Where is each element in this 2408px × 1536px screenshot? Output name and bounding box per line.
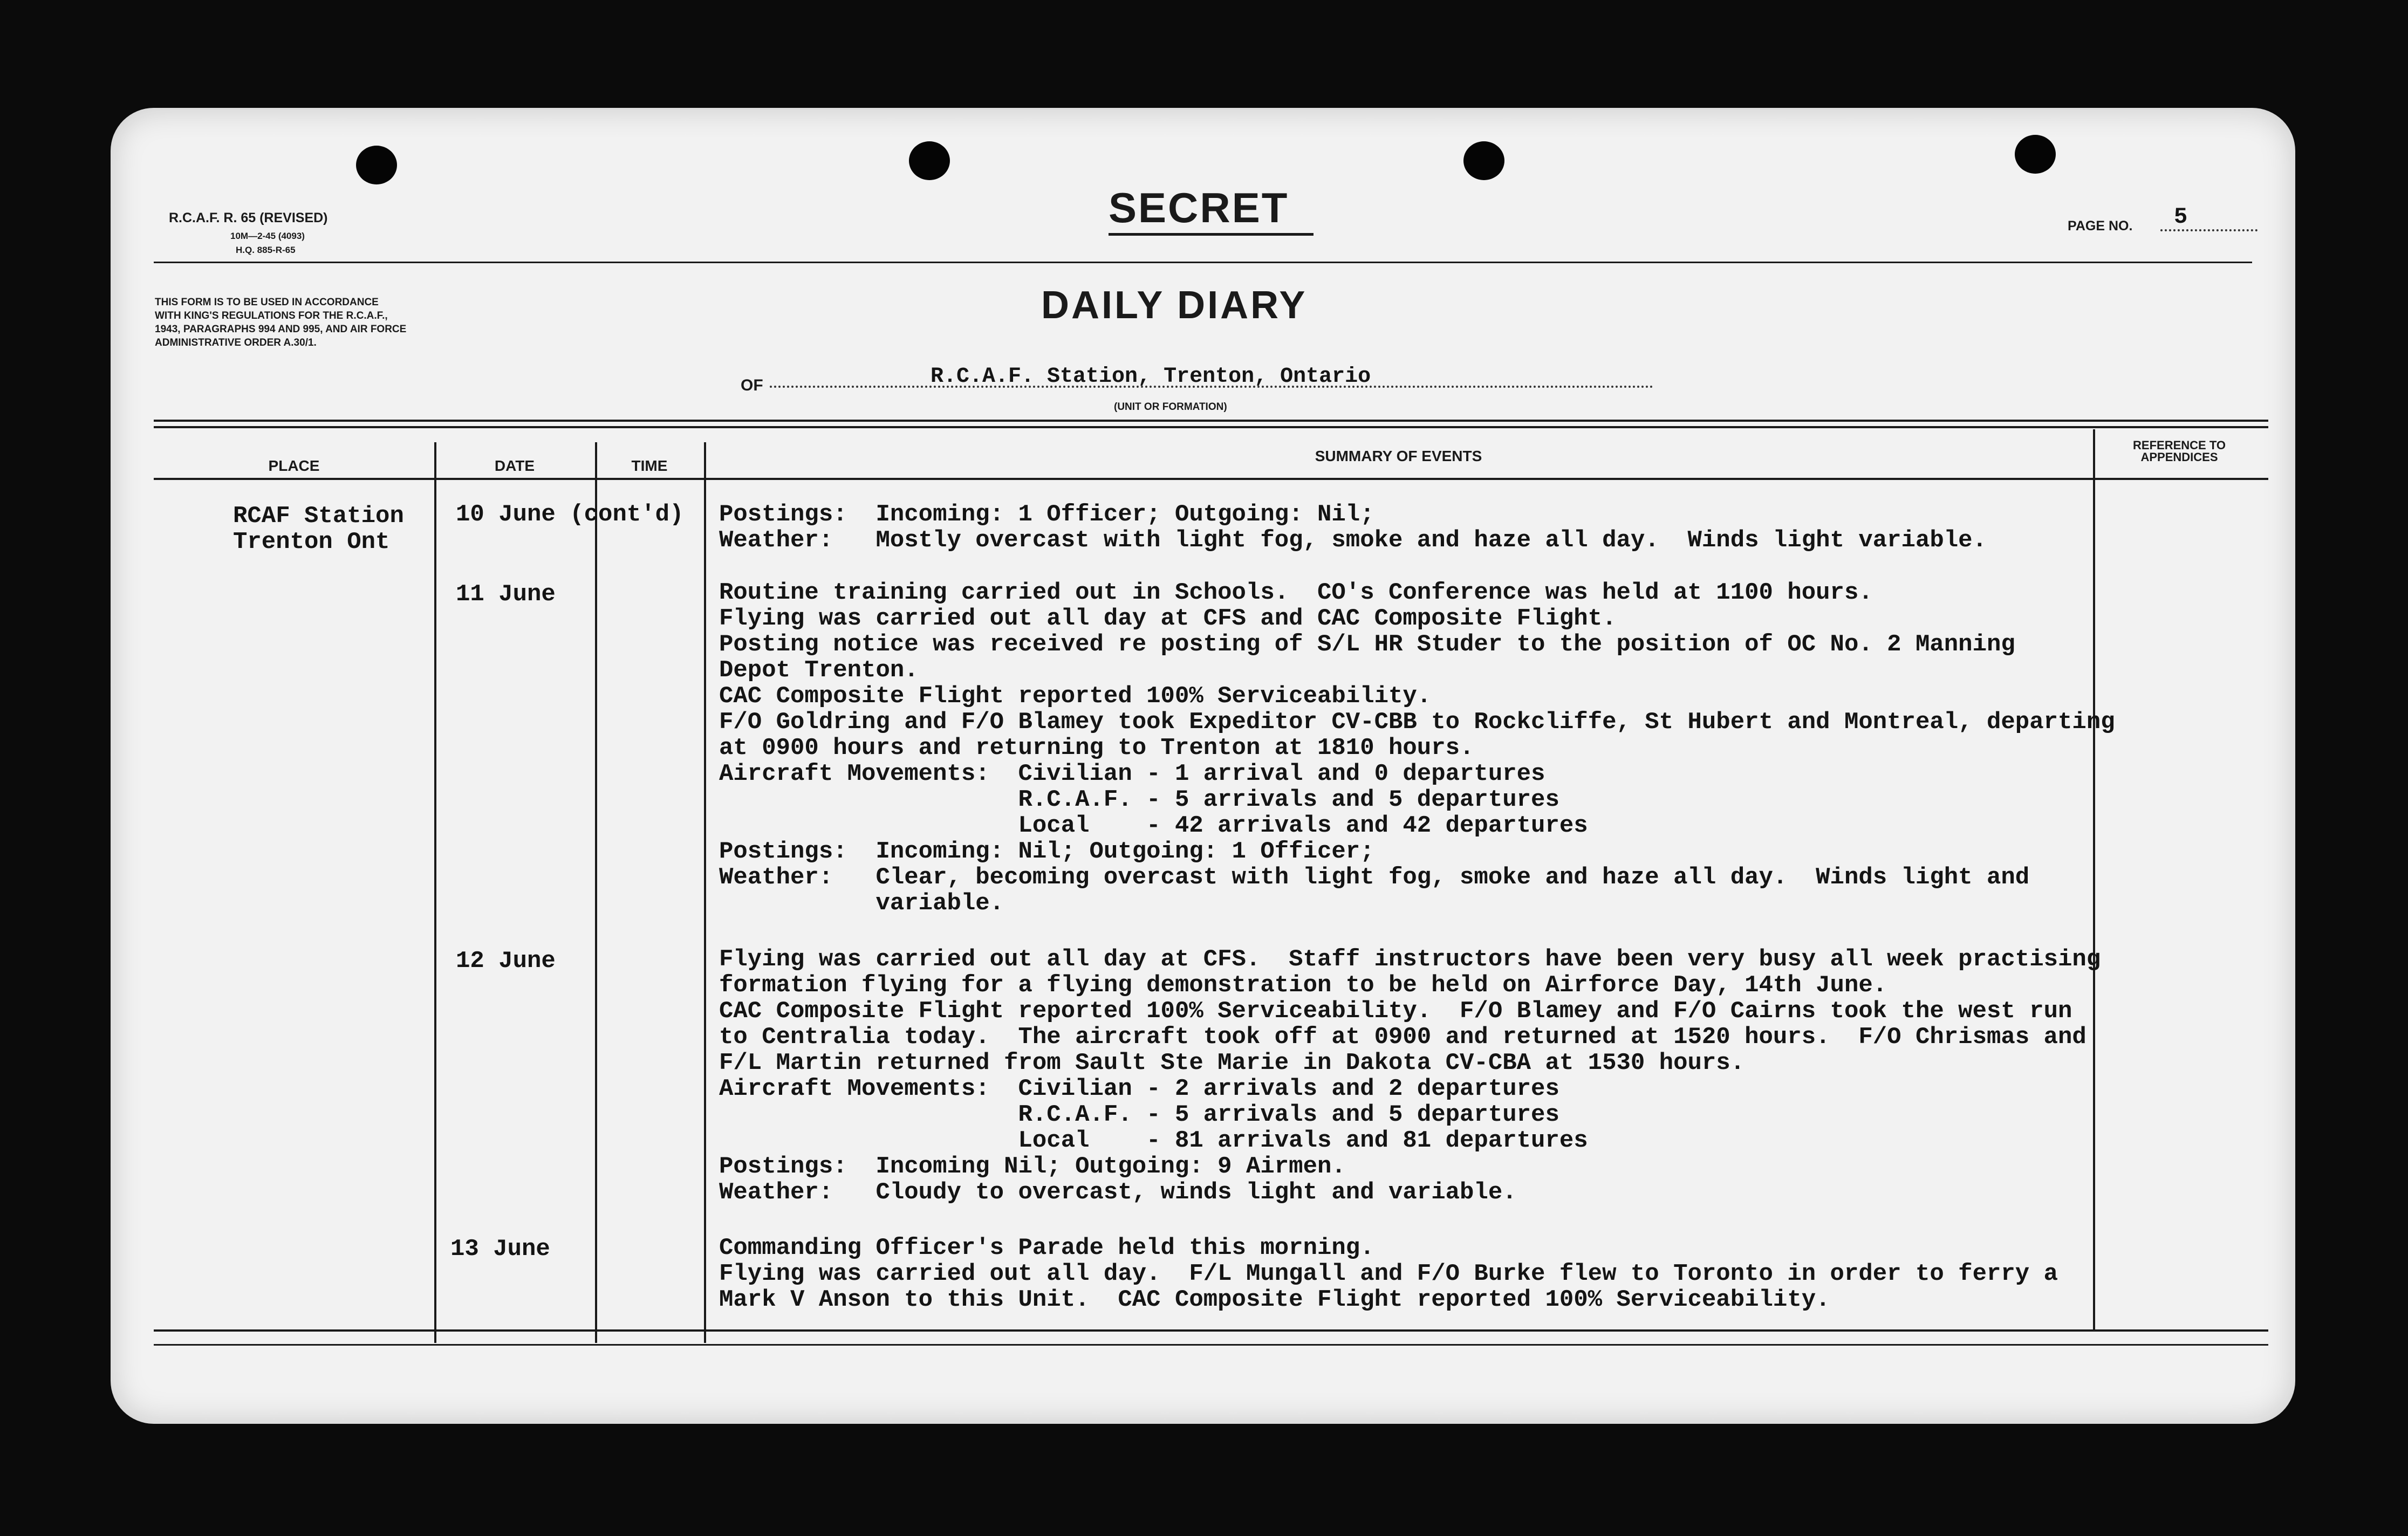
entry-date: 12 June (456, 948, 556, 975)
diary-form-card (111, 108, 2295, 1424)
summary-line: Flying was carried out all day at CFS and CAC Composite Flight. (719, 605, 1617, 632)
page-number-value: 5 (2174, 204, 2188, 230)
summary-line: Weather: Cloudy to overcast, winds light and variable. (719, 1179, 1517, 1206)
usage-note-line-4: ADMINISTRATIVE ORDER A.30/1. (155, 337, 317, 348)
summary-line: Postings: Incoming: Nil; Outgoing: 1 Officer; (719, 838, 1374, 865)
summary-line: Postings: Incoming Nil; Outgoing: 9 Airmen. (719, 1153, 1346, 1180)
column-header-reference: REFERENCE TO APPENDICES (2133, 438, 2226, 464)
summary-line: Routine training carried out in Schools. CO's Conference was held at 1100 hours. (719, 579, 1873, 606)
binder-hole (356, 146, 397, 184)
table-bottom-rule (154, 1329, 2268, 1332)
usage-note-line-1: THIS FORM IS TO BE USED IN ACCORDANCE (155, 297, 379, 308)
summary-line: variable. (719, 890, 1004, 917)
place-line-1: RCAF Station (233, 503, 404, 530)
form-print-line-1: 10M—2-45 (4093) (230, 231, 305, 241)
table-top-rule-2 (154, 426, 2268, 428)
summary-line: Weather: Mostly overcast with light fog, smoke and haze all day. Winds light variable. (719, 527, 1987, 554)
table-top-rule-1 (154, 420, 2268, 422)
binder-hole (2015, 135, 2056, 174)
summary-line: Postings: Incoming: 1 Officer; Outgoing: Nil; (719, 501, 1374, 528)
entry-date: 11 June (456, 581, 556, 608)
column-header-time: TIME (631, 457, 668, 474)
unit-name: R.C.A.F. Station, Trenton, Ontario (931, 365, 1371, 389)
summary-line: Commanding Officer's Parade held this morning. (719, 1235, 1374, 1261)
binder-hole (909, 141, 950, 180)
summary-line: Mark V Anson to this Unit. CAC Composite Flight reported 100% Serviceability. (719, 1286, 1830, 1313)
form-print-line-2: H.Q. 885-R-65 (236, 245, 296, 255)
place-line-2: Trenton Ont (233, 529, 390, 556)
classification-heading: SECRET (1109, 184, 1289, 231)
usage-note-line-3: 1943, PARAGRAPHS 994 AND 995, AND AIR FORCE (155, 324, 407, 335)
column-header-summary: SUMMARY OF EVENTS (1315, 448, 1482, 464)
unit-of-label: OF (741, 376, 763, 394)
entry-date: 13 June (450, 1236, 550, 1263)
summary-line: CAC Composite Flight reported 100% Serviceability. F/O Blamey and F/O Cairns took the west run (719, 998, 2072, 1025)
summary-line: at 0900 hours and returning to Trenton at 1810 hours. (719, 735, 1474, 762)
unit-caption: (UNIT OR FORMATION) (1114, 401, 1227, 413)
column-header-date: DATE (494, 457, 535, 474)
summary-line: Flying was carried out all day at CFS. Staff instructors have been very busy all week practising (719, 946, 2101, 973)
summary-line: Weather: Clear, becoming overcast with light fog, smoke and haze all day. Winds light and (719, 864, 2030, 891)
classification-underline (1109, 233, 1314, 236)
binder-hole (1463, 141, 1504, 180)
column-divider-date-time (595, 442, 597, 1343)
diary-title: DAILY DIARY (1041, 284, 1308, 327)
column-divider-time-summary (704, 442, 706, 1343)
page-number-label: PAGE NO. (2068, 218, 2133, 234)
summary-line: F/O Goldring and F/O Blamey took Expeditor CV-CBB to Rockcliffe, St Hubert and Montreal, departing (719, 709, 2115, 736)
entry-date: 10 June (cont'd) (456, 501, 684, 528)
summary-line: R.C.A.F. - 5 arrivals and 5 departures (719, 1101, 1559, 1128)
summary-line: Flying was carried out all day. F/L Mungall and F/O Burke flew to Toronto in order to ferry a (719, 1260, 2058, 1287)
card-bottom-rule (154, 1344, 2268, 1346)
table-header-rule (154, 478, 2268, 480)
summary-line: Posting notice was received re posting of S/L HR Studer to the position of OC No. 2 Manning (719, 631, 2015, 658)
summary-line: F/L Martin returned from Sault Ste Marie in Dakota CV-CBA at 1530 hours. (719, 1050, 1745, 1076)
summary-line: Depot Trenton. (719, 657, 919, 684)
form-number: R.C.A.F. R. 65 (REVISED) (169, 210, 328, 225)
column-divider-place-date (434, 442, 436, 1343)
summary-line: R.C.A.F. - 5 arrivals and 5 departures (719, 786, 1559, 813)
summary-line: CAC Composite Flight reported 100% Serviceability. (719, 683, 1432, 710)
column-header-place: PLACE (268, 457, 320, 474)
summary-line: formation flying for a flying demonstration to be held on Airforce Day, 14th June. (719, 972, 1887, 999)
summary-line: Local - 42 arrivals and 42 departures (719, 812, 1588, 839)
summary-line: to Centralia today. The aircraft took off at 0900 and returned at 1520 hours. F/O Chrismas and (719, 1024, 2087, 1051)
header-rule (154, 262, 2252, 263)
summary-line: Aircraft Movements: Civilian - 2 arrivals and 2 departures (719, 1075, 1559, 1102)
summary-line: Aircraft Movements: Civilian - 1 arrival and 0 departures (719, 760, 1545, 787)
column-divider-summary-reference (2093, 429, 2095, 1330)
usage-note-line-2: WITH KING'S REGULATIONS FOR THE R.C.A.F., (155, 310, 388, 321)
summary-line: Local - 81 arrivals and 81 departures (719, 1127, 1588, 1154)
